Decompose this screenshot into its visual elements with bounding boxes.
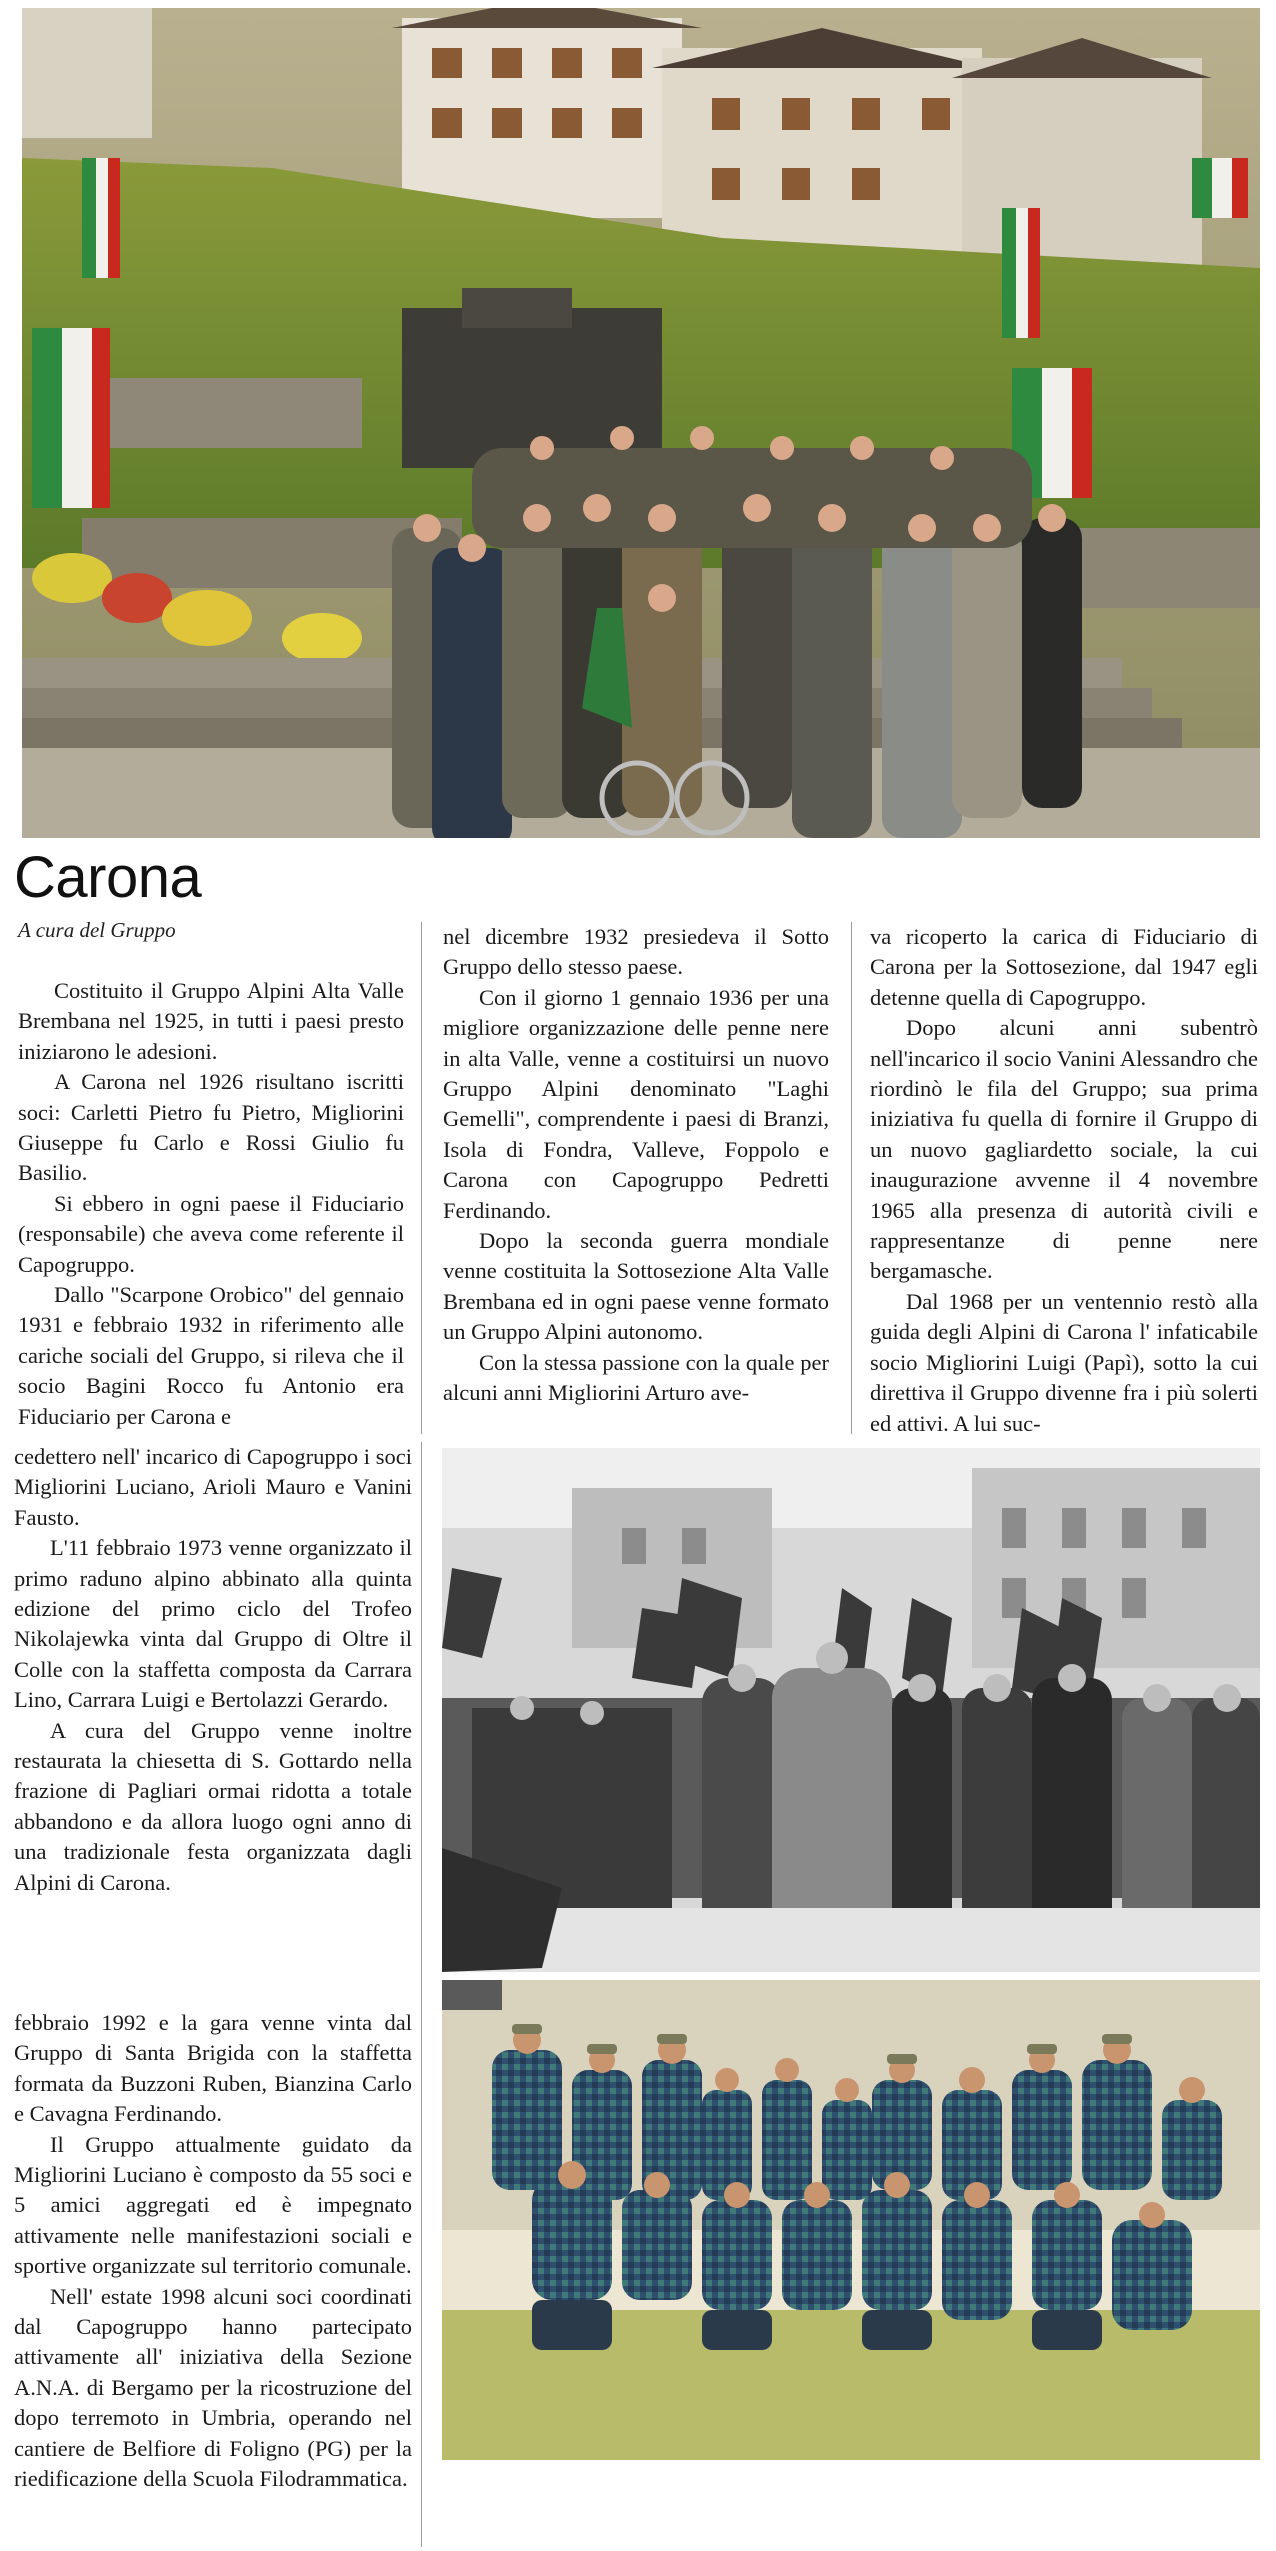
paragraph: Dopo alcuni anni subentrò nell'incarico il socio Vanini Alessandro che riordinò le fila del Gruppo; sua prima iniziativa fu quella di fornire il Gruppo di un nuovo gagliardetto sociale, la cui inaugurazione avvenne il 4 novembre 1965 alla presenza di autorità civili e rappresentanze di penne nere bergamasche. (870, 1015, 1258, 1284)
paragraph: A Carona nel 1926 risultano iscritti soci: Carletti Pietro fu Pietro, Migliorini Giuseppe fu Carlo e Rossi Giulio fu Basilio. (18, 1069, 404, 1186)
paragraph: Si ebbero in ogni paese il Fiduciario (responsabile) che aveva come referente il Capogruppo. (18, 1190, 404, 1277)
paragraph: cedettero nell' incarico di Capogruppo i soci Migliorini Luciano, Arioli Mauro e Vanini Fausto. (14, 1444, 412, 1530)
page-title: Carona (14, 845, 202, 910)
column-rule (851, 922, 852, 1434)
group-photo-monument-icon (22, 8, 1260, 838)
paragraph: Dopo la seconda guerra mondiale venne costituita la Sottosezione Alta Valle Brembana ed in ogni paese venne formato un Gruppo Alpini autonomo. (443, 1228, 829, 1345)
paragraph: Con la stessa passione con la quale per alcuni anni Migliorini Arturo ave- (443, 1349, 829, 1406)
middle-bw-photo (442, 1448, 1260, 1972)
text-column-2 (443, 922, 829, 1409)
paragraph: nel dicembre 1932 presiedeva il Sotto Gruppo dello stesso paese. (443, 924, 829, 980)
top-group-photo (22, 8, 1260, 838)
bottom-group-photo (442, 1980, 1260, 2460)
paragraph: Con il giorno 1 gennaio 1936 per una migliore organizzazione delle penne nere in alta Valle, venne a costituirsi un nuovo Gruppo Alpini denominato "Laghi Gemelli", comprendente i paesi di Branzi, Isola di Fondra, Valleve, Foppolo e Carona con Capogruppo Pedretti Ferdinando. (443, 984, 829, 1223)
text-column-3 (870, 922, 1258, 1439)
paragraph: va ricoperto la carica di Fiduciario di Carona per la Sottosezione, dal 1947 egli detenne quella di Capogruppo. (870, 924, 1258, 1010)
paragraph: Nell' estate 1998 alcuni soci coordinati dal Capogruppo hanno partecipato attivamente all' iniziativa della Sezione A.N.A. di Bergamo per la ricostruzione del dopo terremoto in Umbria, operando nel cantiere de Belfiore di Foligno (PG) per la riedificazione della Scuola Filodrammatica. (14, 2283, 412, 2492)
text-column-1 (18, 976, 404, 1432)
paragraph: Il Gruppo attualmente guidato da Migliorini Luciano è composto da 55 soci e 5 amici aggregati ed è impegnato attivamente nelle manifestazioni sociali e sportive organizzate sul territorio comunale. (14, 2131, 412, 2279)
column-rule (421, 1442, 422, 2547)
bw-ceremony-photo-icon (442, 1448, 1260, 1972)
paragraph: Costituito il Gruppo Alpini Alta Valle Brembana nel 1925, in tutti i paesi presto iniziarono le adesioni. (18, 978, 404, 1064)
paragraph: Dallo "Scarpone Orobico" del gennaio 1931 e febbraio 1932 in riferimento alle cariche sociali del Gruppo, si rileva che il socio Bagini Rocco fu Antonio era Fiduciario per Carona e (18, 1282, 404, 1429)
text-column-5 (14, 2008, 412, 2495)
paragraph: L'11 febbraio 1973 venne organizzato il primo raduno alpino abbinato alla quinta edizione del primo ciclo del Trofeo Nikolajewka vinta dal Gruppo di Oltre il Colle con la staffetta composta da Carrara Lino, Carrara Luigi e Bertolazzi Gerardo. (14, 1535, 412, 1713)
paragraph: A cura del Gruppo venne inoltre restaurata la chiesetta di S. Gottardo nella frazione di Pagliari ormai ridotta a totale abbandono e da allora luogo ogni anno di una tradizionale festa organizzata dagli Alpini di Carona. (14, 1717, 412, 1895)
paragraph: febbraio 1992 e la gara venne vinta dal Gruppo di Santa Brigida con la staffetta formata da Buzzoni Ruben, Bianzina Carlo e Cavagna Ferdinando. (14, 2010, 412, 2127)
paragraph: Dal 1968 per un ventennio restò alla guida degli Alpini di Carona l' infaticabile socio Migliorini Luigi (Papì), sotto la cui direttiva il Gruppo divenne fra i più solerti ed attivi. A lui suc- (870, 1288, 1258, 1436)
group-photo-checked-shirts-icon (442, 1980, 1260, 2460)
column-rule (421, 922, 422, 1434)
text-column-4 (14, 1442, 412, 1898)
byline: A cura del Gruppo (18, 918, 176, 942)
